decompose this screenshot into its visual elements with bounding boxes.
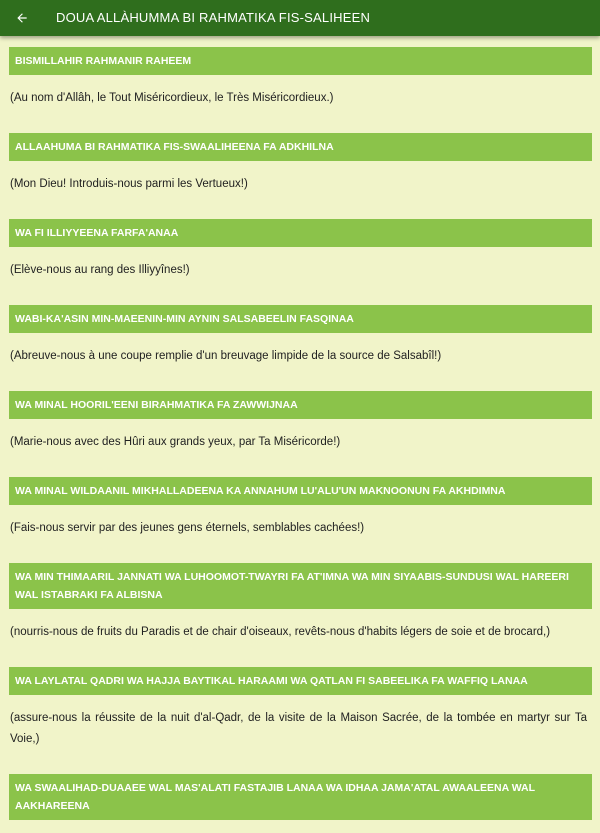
dua-arabic-heading: WA LAYLATAL QADRI WA HAJJA BAYTIKAL HARAAMI WA QATLAN FI SABEELIKA FA WAFFIQ LANAA bbox=[9, 667, 592, 695]
dua-arabic-heading: WA MINAL HOORIL'EENI BIRAHMATIKA FA ZAWWIJNAA bbox=[9, 391, 592, 419]
dua-section bbox=[9, 47, 592, 109]
dua-section bbox=[9, 391, 592, 453]
dua-section bbox=[9, 305, 592, 367]
dua-arabic-heading: WA SWAALIHAD-DUAAEE WAL MAS'ALATI FASTAJIB LANAA WA IDHAA JAMA'ATAL AWAALEENA WAL AAKHAREENA bbox=[9, 774, 592, 820]
dua-section bbox=[9, 667, 592, 750]
dua-arabic-heading: ALLAAHUMA BI RAHMATIKA FIS-SWAALIHEENA FA ADKHILNA bbox=[9, 133, 592, 161]
dua-translation: (Marie-nous avec des Hûri aux grands yeux, par Ta Miséricorde!) bbox=[10, 436, 341, 448]
dua-translation: (Abreuve-nous à une coupe remplie d'un breuvage limpide de la source de Salsabîl!) bbox=[10, 350, 442, 362]
dua-section bbox=[9, 477, 592, 539]
dua-translation: (nourris-nous de fruits du Paradis et de chair d'oiseaux, revêts-nous d'habits légers de soie et de brocard,) bbox=[10, 626, 551, 638]
dua-section bbox=[9, 219, 592, 281]
dua-list[interactable] bbox=[0, 36, 600, 812]
app-bar bbox=[0, 0, 600, 36]
dua-arabic-heading: WA FI ILLIYYEENA FARFA'ANAA bbox=[9, 219, 592, 247]
page-title: DOUA ALLÀHUMMA BI RAHMATIKA FIS-SALIHEEN bbox=[56, 10, 371, 25]
dua-arabic-heading: WABI-KA'ASIN MIN-MAEENIN-MIN AYNIN SALSABEELIN FASQINAA bbox=[9, 305, 592, 333]
dua-section bbox=[9, 133, 592, 195]
dua-arabic-heading: WA MIN THIMAARIL JANNATI WA LUHOOMOT-TWAYRI FA AT'IMNA WA MIN SIYAABIS-SUNDUSI WAL HAREERI WAL ISTABRAKI FA ALBISNA bbox=[9, 563, 592, 609]
arrow-back-icon bbox=[15, 11, 29, 25]
dua-translation: (Elève-nous au rang des Illiyyînes!) bbox=[10, 264, 190, 276]
dua-translation: (Fais-nous servir par des jeunes gens éternels, semblables cachées!) bbox=[10, 522, 365, 534]
dua-section bbox=[9, 563, 592, 643]
dua-translation: (assure-nous la réussite de la nuit d'al-Qadr, de la visite de la Maison Sacrée, de la tombée en martyr sur Ta Voie,) bbox=[10, 712, 587, 745]
back-button[interactable] bbox=[8, 4, 36, 32]
dua-translation: (Au nom d'Allâh, le Tout Miséricordieux, le Très Miséricordieux.) bbox=[10, 92, 334, 104]
dua-translation: (Mon Dieu! Introduis-nous parmi les Vertueux!) bbox=[10, 178, 248, 190]
dua-arabic-heading: BISMILLAHIR RAHMANIR RAHEEM bbox=[9, 47, 592, 75]
dua-arabic-heading: WA MINAL WILDAANIL MIKHALLADEENA KA ANNAHUM LU'ALU'UN MAKNOONUN FA AKHDIMNA bbox=[9, 477, 592, 505]
dua-section bbox=[9, 774, 592, 833]
list-top-spacer bbox=[0, 36, 600, 47]
dua-translation bbox=[9, 820, 592, 833]
